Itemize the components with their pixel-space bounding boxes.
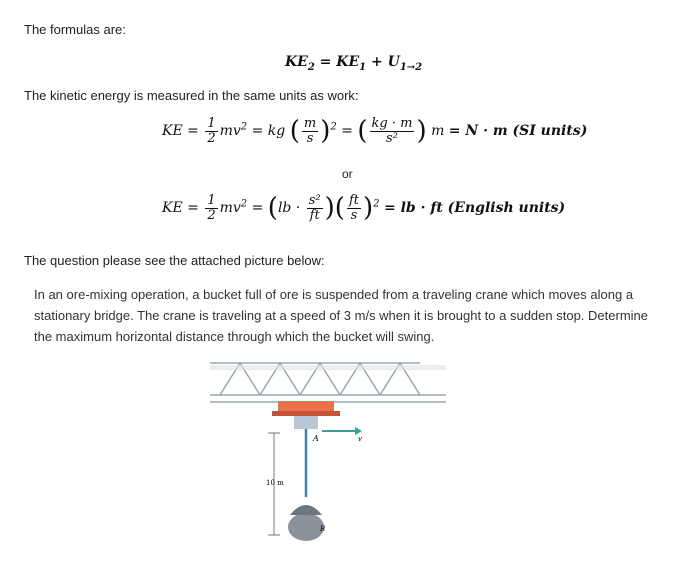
problem-statement: In an ore-mixing operation, a bucket full of ore is suspended from a traveling crane which moves along a stationary bridge. The crane is traveling at a speed of 3 m/s when it is brought to a sudden stop. Determine the maximum horizontal distance through which the bucket will swing.	[34, 287, 648, 344]
equation-si-units: KE = $\frac{1}{2}$ $mv^2$ = kg ( $\frac{m}{s}$ )$^2$ = ( $\frac{kg \cdot m}{\text{s²}}$ ) m = N · m (SI units)	[162, 115, 588, 146]
or-separator: or	[342, 167, 353, 181]
intro-text: The formulas are:	[24, 22, 126, 37]
crane-figure	[210, 355, 446, 547]
label-a: A	[313, 434, 319, 443]
trolley	[278, 401, 334, 411]
bucket	[288, 513, 324, 541]
equation-english-units: KE = $\frac{1}{2}$ $mv^2 = (lb$ · $\frac{\text{s²}}{ft}$ )( $\frac{ft}{s}$ )$^2$ = lb · ft (English units)	[162, 192, 566, 223]
label-v: v	[358, 435, 362, 443]
label-b: B	[320, 525, 326, 533]
equation-energy-balance: $KE_2 = KE_1 + U_{1\to 2}$	[285, 54, 423, 73]
question-intro: The question please see the attached picture below:	[24, 253, 325, 268]
label-length: 10 m	[266, 479, 284, 487]
units-explanation: The kinetic energy is measured in the same units as work:	[24, 88, 359, 103]
